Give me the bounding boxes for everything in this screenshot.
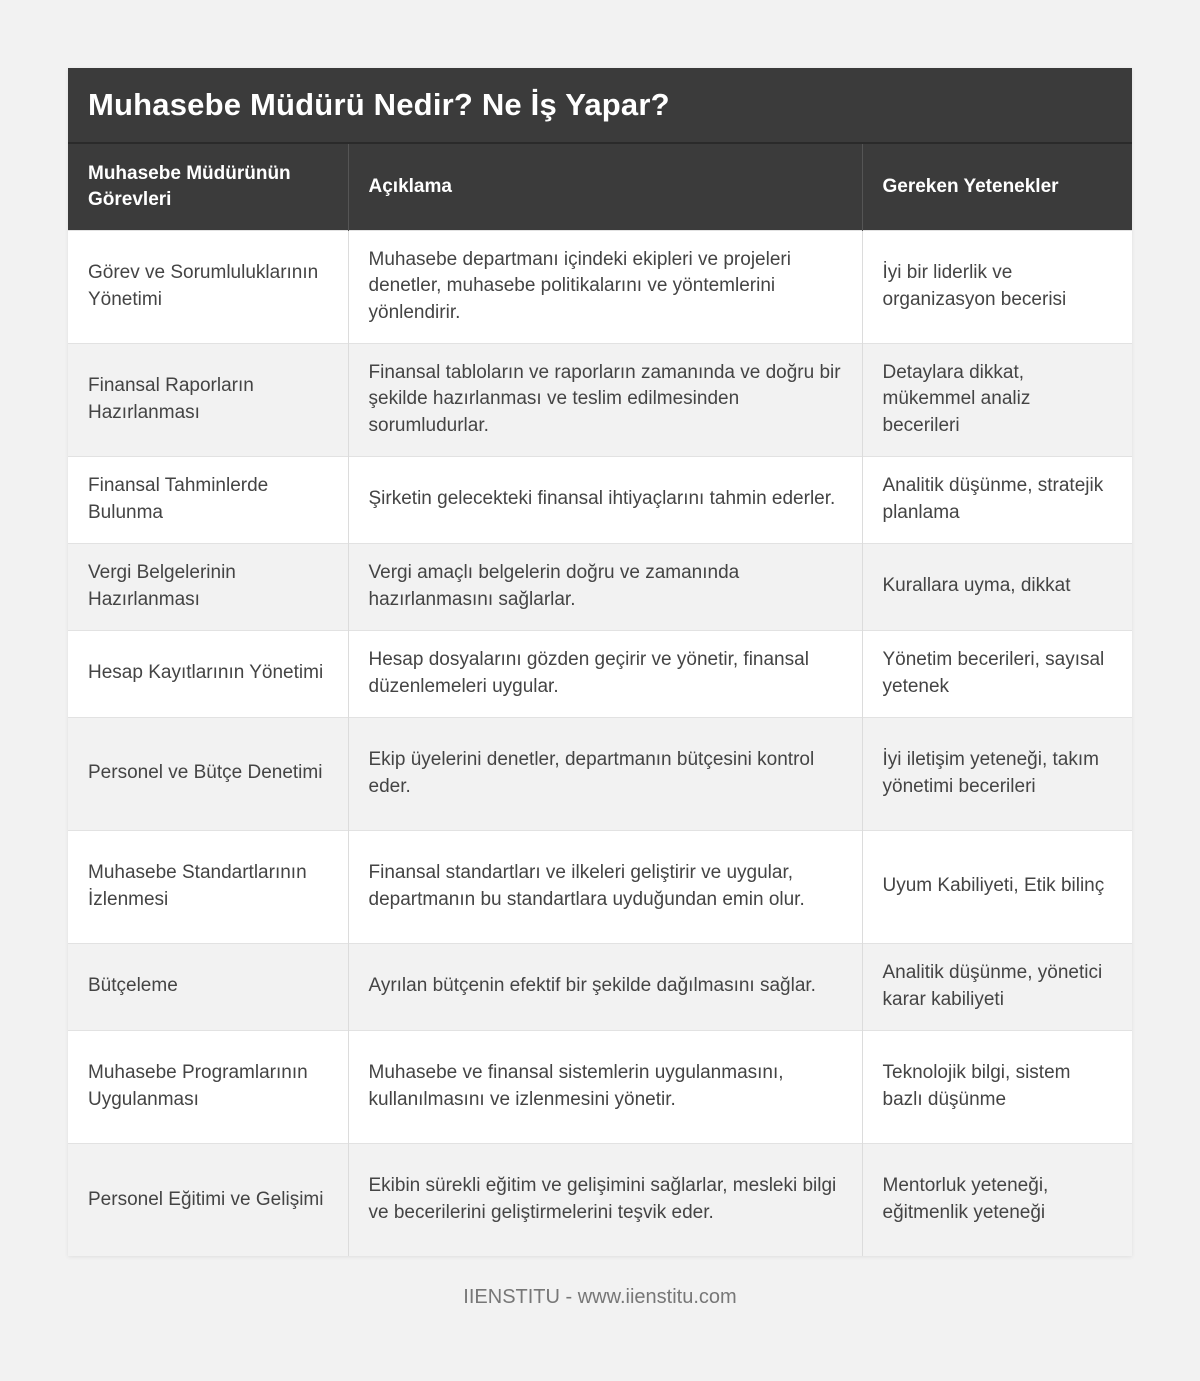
description-cell: Ekibin sürekli eğitim ve gelişimini sağlarlar, mesleki bilgi ve becerilerini geliştirmelerini teşvik eder. <box>348 1143 862 1256</box>
skills-cell: Uyum Kabiliyeti, Etik bilinç <box>862 830 1132 943</box>
skills-cell: Yönetim becerileri, sayısal yetenek <box>862 630 1132 717</box>
table-row <box>68 343 1132 456</box>
table-row <box>68 543 1132 630</box>
description-cell: Muhasebe departmanı içindeki ekipleri ve projeleri denetler, muhasebe politikalarını ve yöntemlerini yönlendirir. <box>348 230 862 343</box>
column-header-skills: Gereken Yetenekler <box>862 144 1132 230</box>
table-row <box>68 230 1132 343</box>
table-row <box>68 943 1132 1030</box>
description-cell: Ayrılan bütçenin efektif bir şekilde dağılmasını sağlar. <box>348 943 862 1030</box>
table-row <box>68 630 1132 717</box>
table-row <box>68 456 1132 543</box>
skills-cell: Analitik düşünme, stratejik planlama <box>862 456 1132 543</box>
page-title: Muhasebe Müdürü Nedir? Ne İş Yapar? <box>88 87 670 122</box>
table-row <box>68 1143 1132 1256</box>
skills-cell: Kurallara uyma, dikkat <box>862 543 1132 630</box>
table-row <box>68 1030 1132 1143</box>
skills-cell: Teknolojik bilgi, sistem bazlı düşünme <box>862 1030 1132 1143</box>
header-row <box>68 144 1132 230</box>
description-cell: Hesap dosyalarını gözden geçirir ve yönetir, finansal düzenlemeleri uygular. <box>348 630 862 717</box>
footer-credit: IIENSTITU - www.iienstitu.com <box>463 1286 737 1308</box>
duty-cell: Vergi Belgelerinin Hazırlanması <box>68 543 348 630</box>
title-bar <box>68 68 1132 144</box>
column-header-duties: Muhasebe Müdürünün Görevleri <box>68 144 348 230</box>
column-header-description: Açıklama <box>348 144 862 230</box>
skills-cell: İyi bir liderlik ve organizasyon becerisi <box>862 230 1132 343</box>
duty-cell: Muhasebe Standartlarının İzlenmesi <box>68 830 348 943</box>
description-cell: Şirketin gelecekteki finansal ihtiyaçlarını tahmin ederler. <box>348 456 862 543</box>
table-row <box>68 830 1132 943</box>
duty-cell: Muhasebe Programlarının Uygulanması <box>68 1030 348 1143</box>
table-row <box>68 717 1132 830</box>
description-cell: Finansal tabloların ve raporların zamanında ve doğru bir şekilde hazırlanması ve teslim edilmesinden sorumludurlar. <box>348 343 862 456</box>
duties-table <box>68 144 1132 1256</box>
description-cell: Finansal standartları ve ilkeleri geliştirir ve uygular, departmanın bu standartlara uyduğundan emin olur. <box>348 830 862 943</box>
duty-cell: Bütçeleme <box>68 943 348 1030</box>
duty-cell: Finansal Raporların Hazırlanması <box>68 343 348 456</box>
description-cell: Vergi amaçlı belgelerin doğru ve zamanında hazırlanmasını sağlarlar. <box>348 543 862 630</box>
description-cell: Muhasebe ve finansal sistemlerin uygulanmasını, kullanılmasını ve izlenmesini yönetir. <box>348 1030 862 1143</box>
duty-cell: Görev ve Sorumluluklarının Yönetimi <box>68 230 348 343</box>
skills-cell: Mentorluk yeteneği, eğitmenlik yeteneği <box>862 1143 1132 1256</box>
duty-cell: Personel Eğitimi ve Gelişimi <box>68 1143 348 1256</box>
skills-cell: Detaylara dikkat, mükemmel analiz becerileri <box>862 343 1132 456</box>
skills-cell: İyi iletişim yeteneği, takım yönetimi becerileri <box>862 717 1132 830</box>
duty-cell: Hesap Kayıtlarının Yönetimi <box>68 630 348 717</box>
description-cell: Ekip üyelerini denetler, departmanın bütçesini kontrol eder. <box>348 717 862 830</box>
skills-cell: Analitik düşünme, yönetici karar kabiliyeti <box>862 943 1132 1030</box>
duty-cell: Personel ve Bütçe Denetimi <box>68 717 348 830</box>
duty-cell: Finansal Tahminlerde Bulunma <box>68 456 348 543</box>
table-card <box>68 68 1132 1256</box>
